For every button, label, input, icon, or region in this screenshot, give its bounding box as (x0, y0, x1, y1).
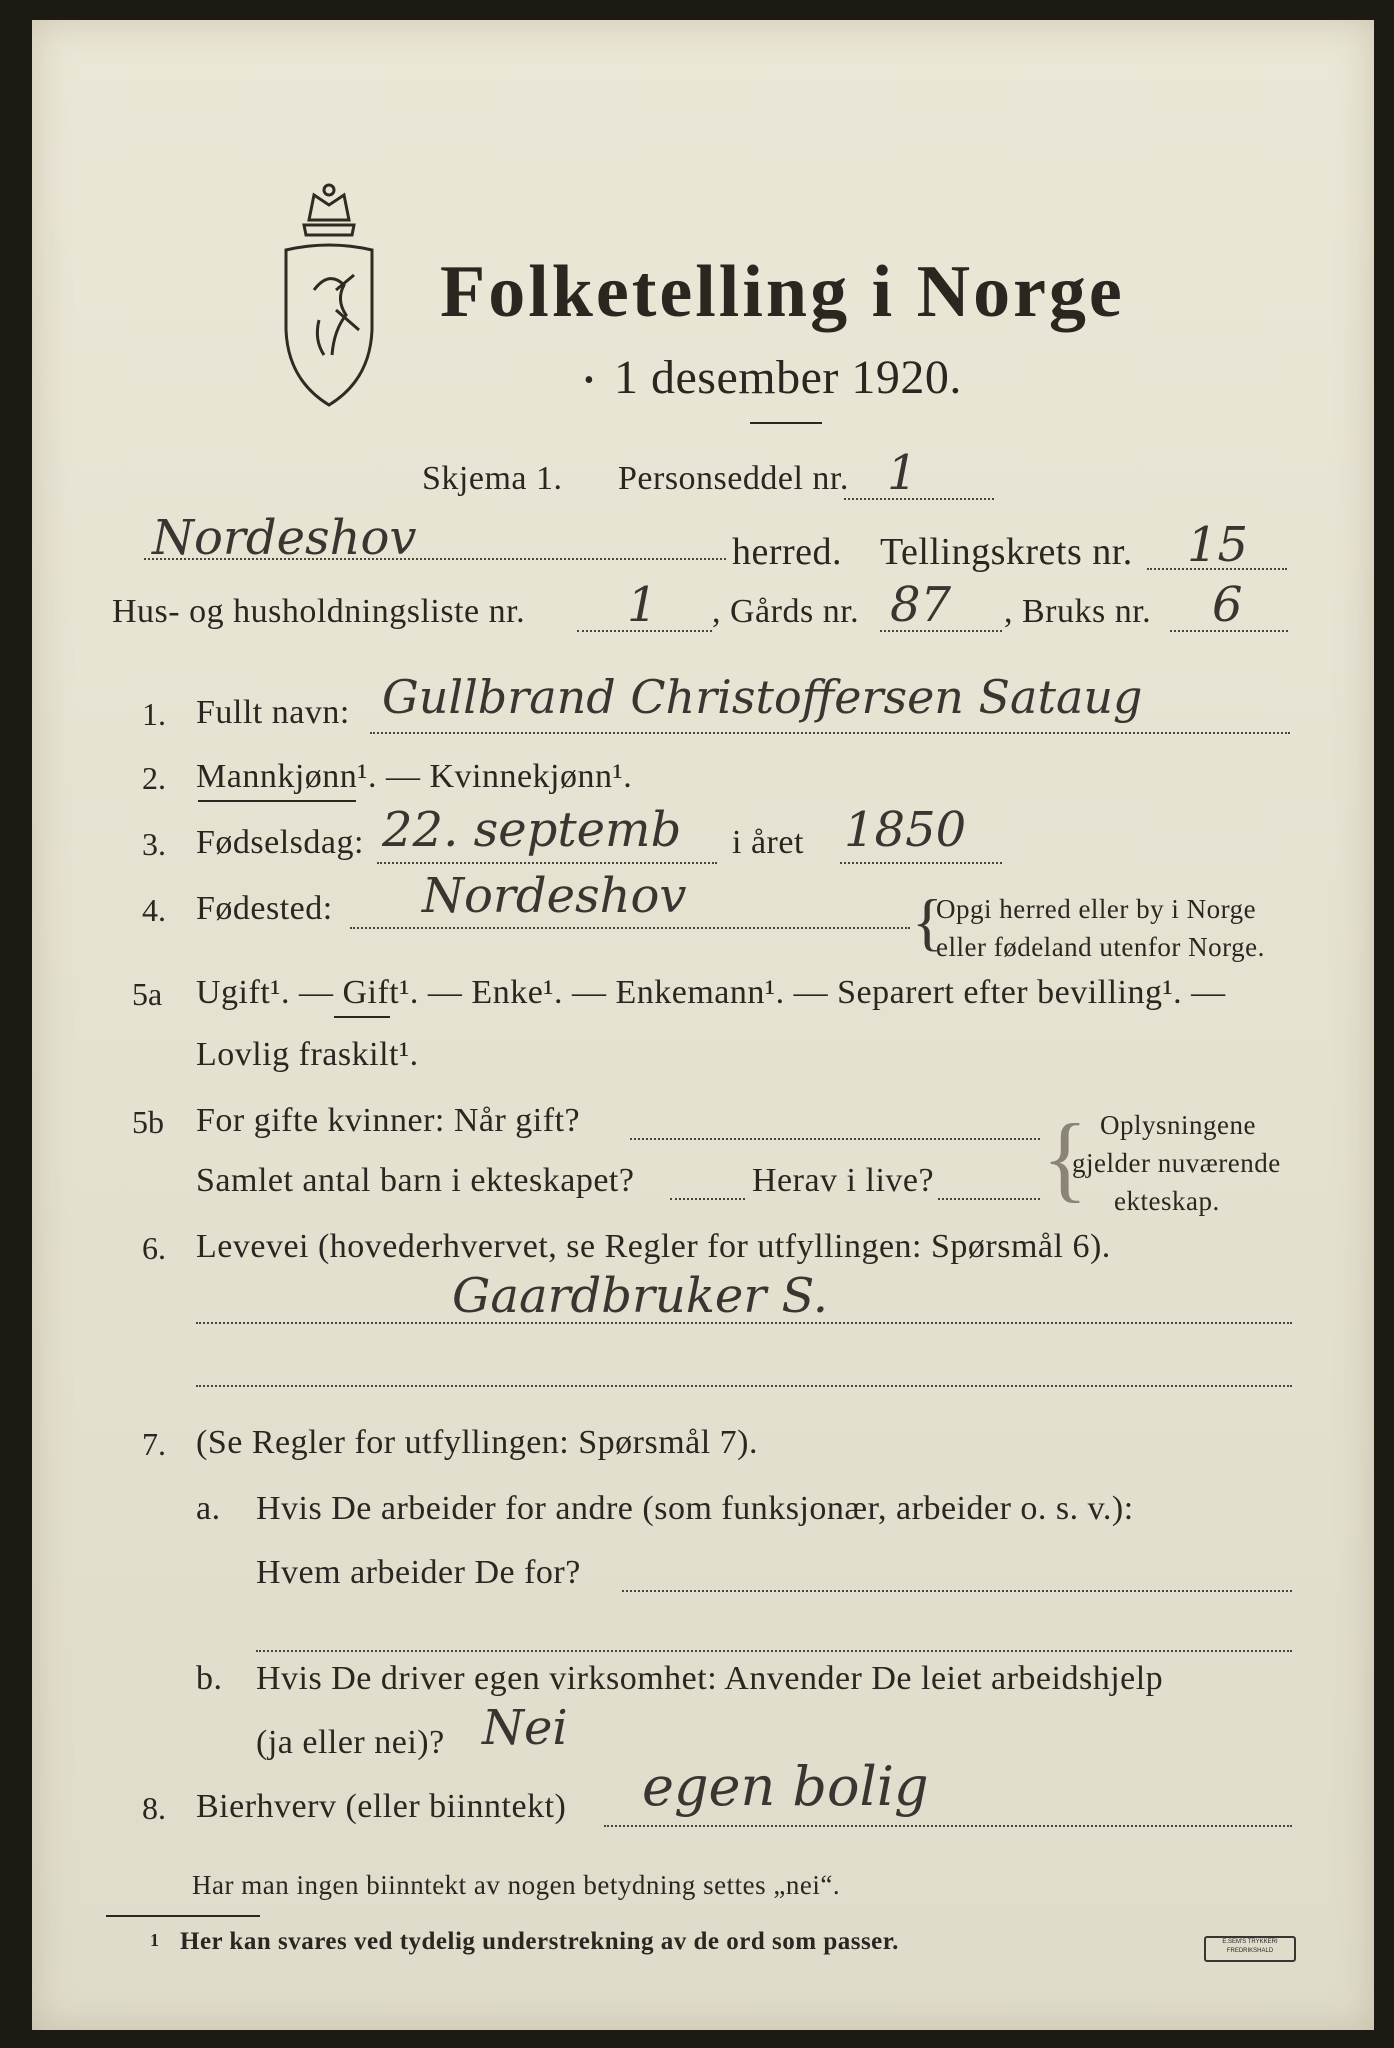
form-title: Folketelling i Norge (440, 251, 1125, 333)
q5b-gift-line (630, 1138, 1040, 1140)
q7a-line-answer-1 (622, 1590, 1292, 1592)
q8-value: egen bolig (642, 1755, 929, 1818)
bruks-value: 6 (1212, 577, 1243, 633)
q5b-note-1: Oplysningene (1100, 1110, 1256, 1140)
title-divider (750, 422, 822, 424)
personseddel-line (844, 498, 994, 500)
q4-number: 4. (142, 892, 166, 928)
coat-of-arms-icon (274, 180, 384, 410)
q1-label: Fullt navn: (196, 694, 350, 731)
herred-value: Nordeshov (152, 510, 417, 566)
q4-note-1: Opgi herred eller by i Norge (936, 894, 1257, 924)
q5b-note-2: gjelder nuværende (1072, 1148, 1281, 1178)
gards-value: 87 (890, 577, 952, 633)
q5a-number: 5a (132, 976, 163, 1012)
hus-value: 1 (627, 577, 658, 633)
q8-label: Bierhverv (eller biinntekt) (196, 1788, 567, 1825)
printer-stamp (1204, 1936, 1296, 1962)
herred-label: herred. (732, 531, 843, 573)
q7b-line-1: Hvis De driver egen virksomhet: Anvender De leiet arbeidshjelp (256, 1660, 1164, 1697)
herred-line (144, 558, 726, 560)
footnote-text: Her kan svares ved tydelig understrekning av de ord som passer. (180, 1928, 899, 1955)
q6-number: 6. (142, 1230, 166, 1266)
q5b-line-2: Samlet antal barn i ekteskapet? (196, 1162, 635, 1199)
q3-year-value: 1850 (844, 802, 967, 858)
q4-value: Nordeshov (422, 868, 687, 924)
q8-line (604, 1825, 1292, 1827)
q6-line-2 (196, 1385, 1292, 1387)
q5b-note-3: ekteskap. (1114, 1186, 1220, 1216)
q5b-herav: Herav i live? (752, 1162, 935, 1199)
hus-label: Hus- og husholdningsliste nr. (112, 593, 526, 630)
q7b-letter: b. (196, 1660, 223, 1697)
q7a-letter: a. (196, 1490, 221, 1527)
q3-label: Fødselsdag: (196, 824, 364, 861)
personseddel-label: Personseddel nr. (618, 460, 849, 497)
q3-number: 3. (142, 826, 166, 862)
date-bullet: • (584, 365, 595, 396)
tellingskrets-value: 15 (1187, 517, 1249, 573)
footnote-rule (106, 1915, 260, 1917)
q1-number: 1. (142, 696, 166, 732)
q2-number: 2. (142, 760, 166, 796)
bruks-label: , Bruks nr. (1004, 593, 1152, 630)
printer-stamp-text: E.SEM'S TRYKKERI FREDRIKSHALD (1222, 1939, 1278, 1954)
skjema-label: Skjema 1. (422, 460, 563, 497)
q6-value: Gaardbruker S. (452, 1268, 828, 1324)
census-date: 1 desember 1920. (614, 351, 962, 404)
q3-year-label: i året (732, 824, 804, 861)
q8-number: 8. (142, 1790, 166, 1826)
q5a-line-1: Ugift¹. — Gift¹. — Enke¹. — Enkemann¹. — Separert efter bevilling¹. — (196, 974, 1226, 1011)
q2-underline (198, 800, 356, 802)
q5a-line-2: Lovlig fraskilt¹. (196, 1036, 419, 1073)
q7a-line-answer-2 (256, 1650, 1292, 1652)
q5b-barn-line (670, 1198, 745, 1200)
q5b-brace: { (1042, 1104, 1089, 1211)
tellingskrets-label: Tellingskrets nr. (880, 531, 1133, 573)
q5b-number: 5b (132, 1104, 164, 1140)
q7-number: 7. (142, 1426, 166, 1462)
q4-label: Fødested: (196, 890, 333, 927)
q6-label: Levevei (hovederhvervet, se Regler for utfyllingen: Spørsmål 6). (196, 1228, 1111, 1265)
q3-line (377, 862, 717, 864)
q3-year-line (840, 862, 1002, 864)
census-form (32, 20, 1374, 2030)
q5a-underline (334, 1016, 390, 1018)
q2-label: Mannkjønn¹. — Kvinnekjønn¹. (196, 758, 633, 795)
gards-label: , Gårds nr. (712, 593, 860, 630)
q7-label: (Se Regler for utfyllingen: Spørsmål 7). (196, 1424, 759, 1461)
q7a-line-1: Hvis De arbeider for andre (som funksjonær, arbeider o. s. v.): (256, 1490, 1134, 1527)
q5b-herav-line (938, 1198, 1040, 1200)
q4-line (350, 927, 910, 929)
q7b-value: Nei (482, 1700, 568, 1756)
footer-note: Har man ingen biinntekt av nogen betydning settes „nei“. (192, 1870, 841, 1900)
q4-note-2: eller fødeland utenfor Norge. (936, 932, 1265, 962)
q7b-line-2: (ja eller nei)? (256, 1724, 445, 1761)
q7a-line-2: Hvem arbeider De for? (256, 1554, 581, 1591)
q1-line (370, 732, 1290, 734)
personseddel-value: 1 (887, 445, 918, 501)
q4-brace: { (912, 886, 943, 957)
footnote-mark: 1 (150, 1930, 160, 1950)
q1-value: Gullbrand Christoffersen Sataug (382, 670, 1143, 724)
q6-line-1 (196, 1322, 1292, 1324)
q3-value: 22. septemb (382, 802, 682, 858)
q5b-line-1: For gifte kvinner: Når gift? (196, 1102, 581, 1139)
